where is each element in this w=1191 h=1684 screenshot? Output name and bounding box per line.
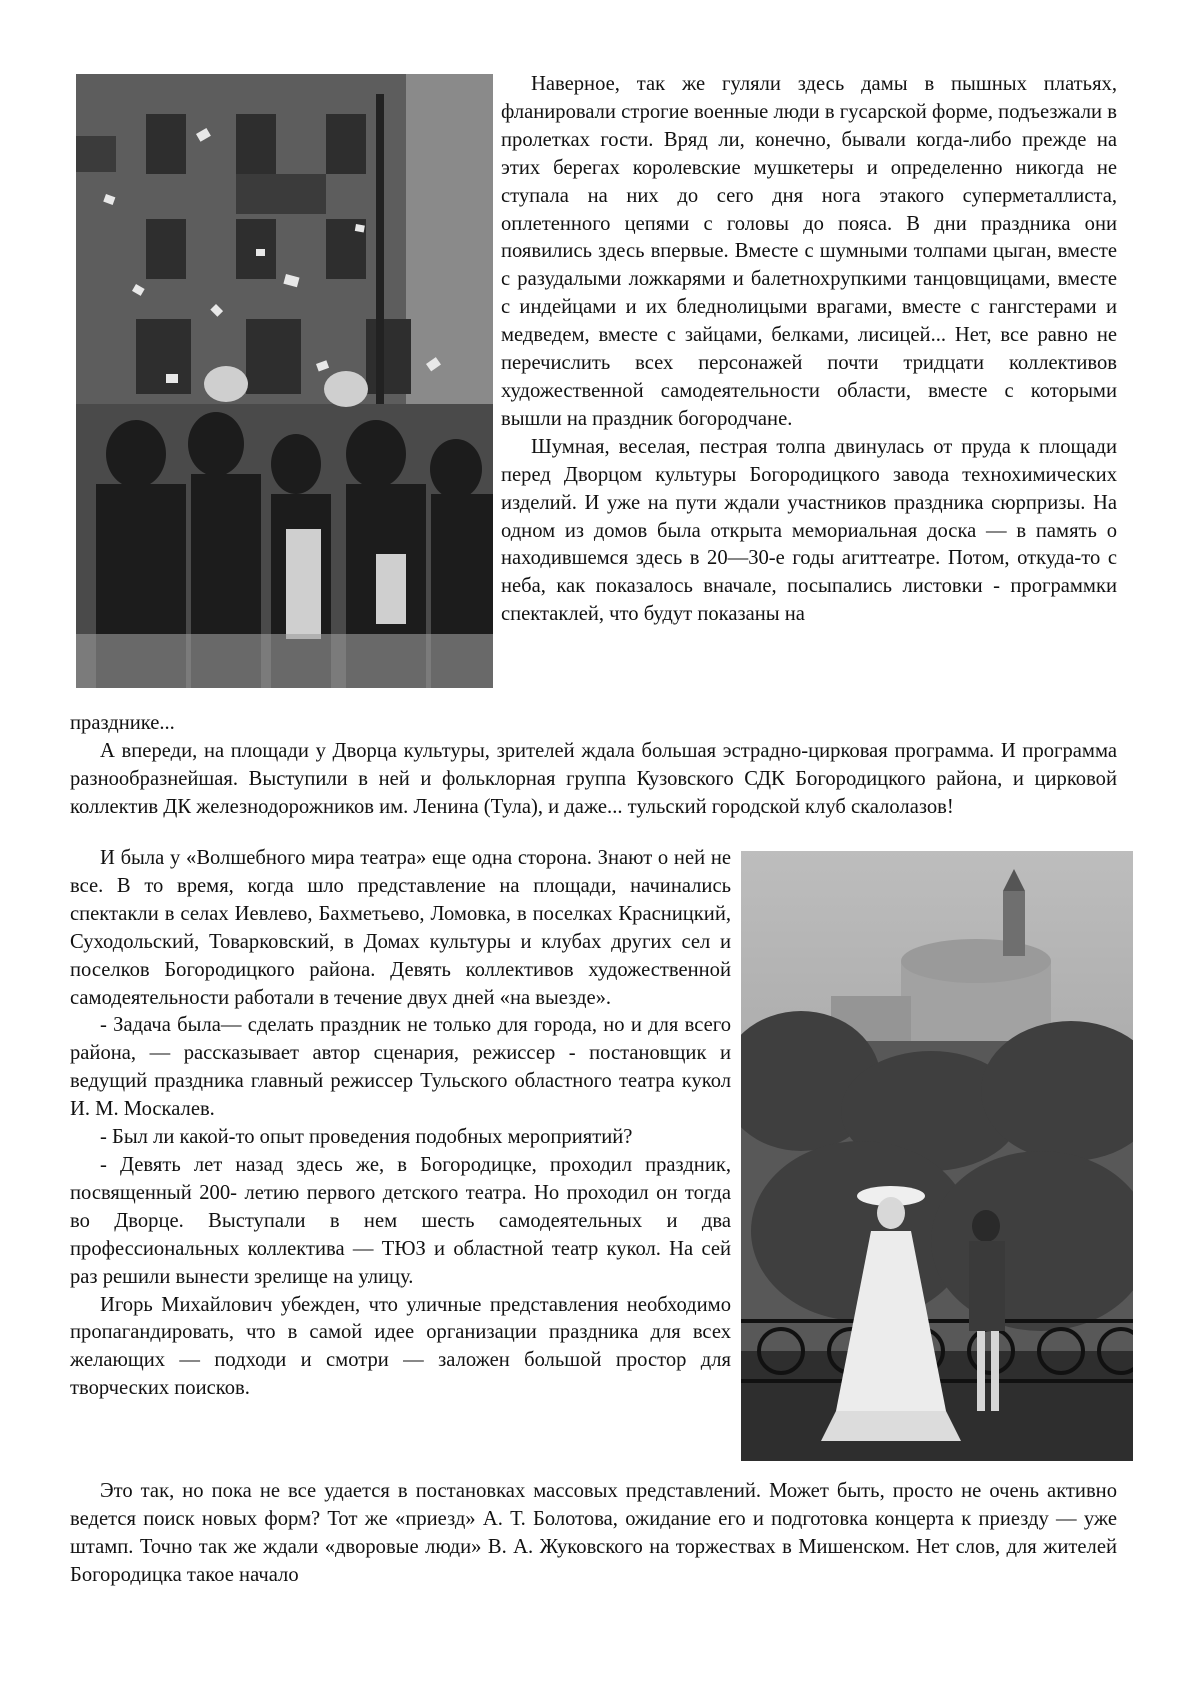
palace-costume-photo [741, 851, 1133, 1461]
street-festival-photo [76, 74, 493, 688]
paragraph: - Был ли какой-то опыт проведения подобных мероприятий? [100, 1126, 633, 1149]
paragraph: Игорь Михайлович убежден, что уличные представления необходимо пропагандировать, что в самой идее организации праздника для всех желающих — подходи и смотри — заложен большой простор для творческих поисков. [70, 1293, 731, 1400]
article-block-full-width-1 [70, 710, 1117, 822]
article-column-middle-left [70, 845, 731, 1403]
paragraph-continuation: празднике... [70, 712, 175, 734]
street-festival-photo-drawing [76, 74, 493, 688]
paragraph: Шумная, веселая, пестрая толпа двинулась от пруда к площади перед Дворцом культуры Богородицкого завода технохимических изделий. И уже на пути ждали участников праздника сюрпризы. На одном из домов была открыта мемориальная доска — в память о находившемся здесь в 20—30-е годы агиттеатре. Потом, откуда-то с неба, как показалось вначале, посыпались листовки - программки спектаклей, что будут показаны на [501, 435, 1117, 626]
article-block-full-width-2 [70, 1478, 1117, 1590]
article-column-top-right [501, 71, 1117, 629]
paragraph: И была у «Волшебного мира театра» еще одна сторона. Знают о ней не все. В то время, когда шло представление на площади, начинались спектакли в селах Иевлево, Бахметьево, Ломовка, в поселках Красницкий, Суходольский, Товарковский, в Домах культуры и клубах других сел и поселков Богородицкого района. Девять коллективов художественной самодеятельности работали в течение двух дней «на выезде». [70, 847, 731, 1009]
paragraph: Это так, но пока не все удается в постановках массовых представлений. Может быть, просто не очень активно ведется поиск новых форм? Тот же «приезд» А. Т. Болотова, ожидание его и подготовка концерта к приезду — уже штамп. Точно так же ждали «дворовые люди» В. А. Жуковского на торжествах в Мишенском. Нет слов, для жителей Богородицка такое начало [70, 1480, 1117, 1586]
paragraph: - Девять лет назад здесь же, в Богородицке, проходил праздник, посвященный 200- летию первого детского театра. Но проходил он тогда во Дворце. Выступали в нем шесть самодеятельных и два профессиональных коллектива — ТЮЗ и областной театр кукол. На сей раз решили вынести зрелище на улицу. [70, 1153, 731, 1288]
palace-costume-photo-drawing [741, 851, 1133, 1461]
paragraph: - Задача была— сделать праздник не только для города, но и для всего района, — рассказывает автор сценария, режиссер - постановщик и ведущий праздника главный режиссер Тульского областного театра кукол И. М. Москалев. [70, 1014, 731, 1121]
paragraph: Наверное, так же гуляли здесь дамы в пышных платьях, фланировали строгие военные люди в гусарской форме, подъезжали в пролетках гости. Вряд ли, конечно, бывали когда-либо прежде на этих берегах королевские мушкетеры и определенно никогда не ступала на них до сего дня нога этакого суперметаллиста, оплетенного цепями с головы до пояса. В дни праздника они появились здесь впервые. Вместе с шумными толпами цыган, вместе с разудалыми ложкарями и балетнохрупкими танцовщицами, вместе с индейцами и их бледнолицыми врагами, вместе с гангстерами и медведем, вместе с зайцами, белками, лисицей... Нет, все равно не перечислить всех персонажей почти тридцати коллективов художественной самодеятельности области, вместе с которыми вышли на праздник богородчане. [501, 73, 1117, 430]
paragraph: А впереди, на площади у Дворца культуры, зрителей ждала большая эстрадно-цирковая программа. И программа разнообразнейшая. Выступили в ней и фольклорная группа Кузовского СДК Богородицкого района, и цирковой коллектив ДК железнодорожников им. Ленина (Тула), и даже... тульский городской клуб скалолазов! [70, 739, 1117, 818]
